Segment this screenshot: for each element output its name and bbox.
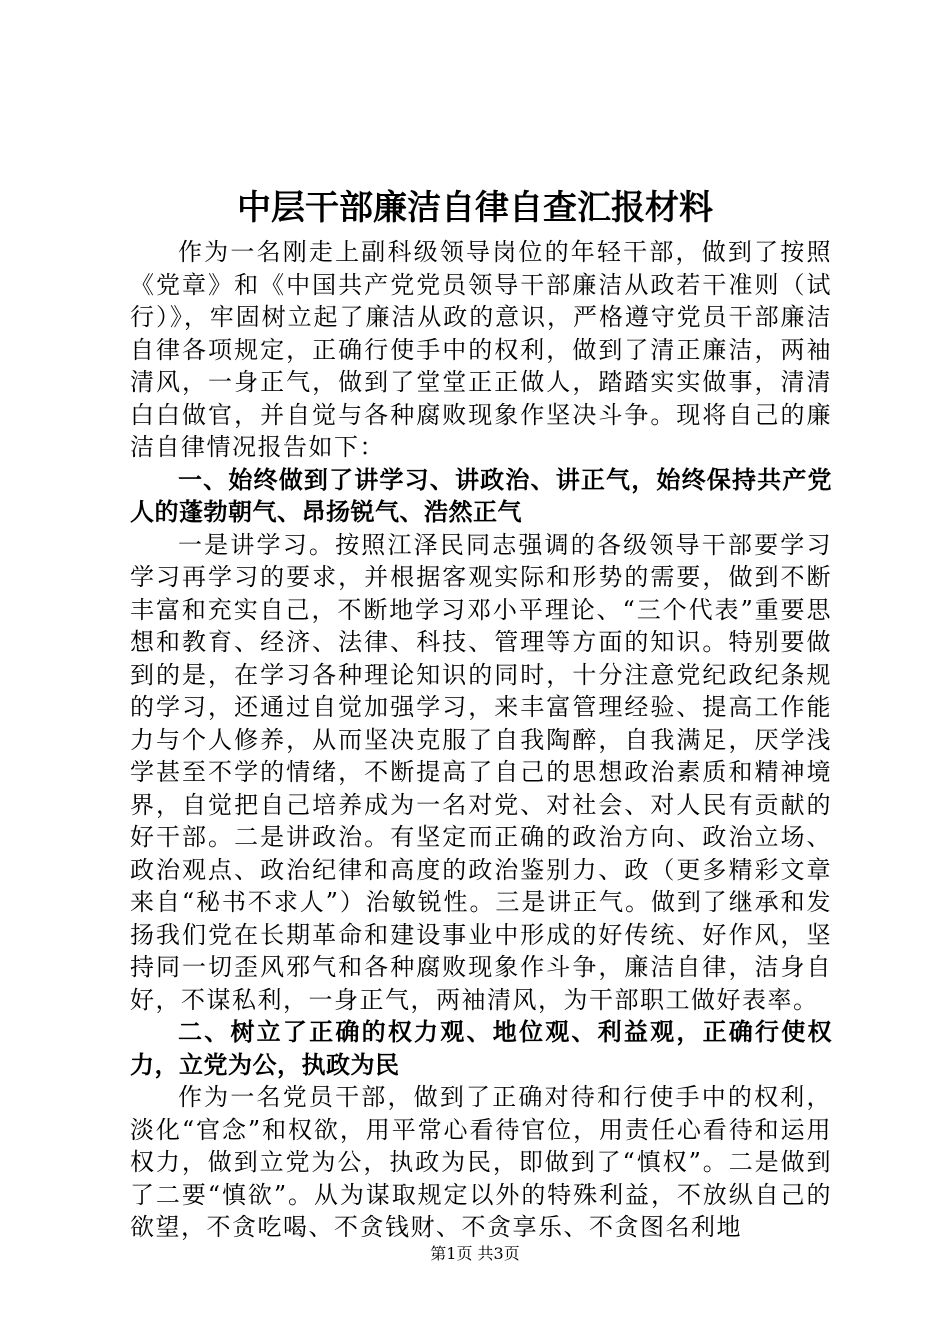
page-number-footer: 第1页 共3页: [430, 1244, 520, 1263]
section-2-paragraph: 作为一名党员干部，做到了正确对待和行使手中的权利，淡化“官念”和权欲，用平常心看待官位，用责任心看待和运用权力，做到立党为公，执政为民，即做到了“慎权”。二是做到了二要“慎欲”。从为谋取规定以外的特殊利益，不放纵自己的欲望，不贪吃喝、不贪钱财、不贪享乐、不贪图名利地: [130, 1083, 832, 1241]
section-heading-1: 一、始终做到了讲学习、讲政治、讲正气，始终保持共产党人的蓬勃朝气、昂扬锐气、浩然正气: [130, 465, 832, 526]
section-heading-2: 二、树立了正确的权力观、地位观、利益观，正确行使权力，立党为公，执政为民: [130, 1018, 832, 1079]
document-body: [130, 236, 832, 1244]
document-title: 中层干部廉洁自律自查汇报材料: [237, 188, 713, 228]
section-1-paragraph: 一是讲学习。按照江泽民同志强调的各级领导干部要学习学习再学习的要求，并根据客观实际和形势的需要，做到不断丰富和充实自己，不断地学习邓小平理论、“三个代表”重要思想和教育、经济、法律、科技、管理等方面的知识。特别要做到的是，在学习各种理论知识的同时，十分注意党纪政纪条规的学习，还通过自觉加强学习，来丰富管理经验、提高工作能力与个人修养，从而坚决克服了自我陶醉，自我满足，厌学浅学甚至不学的情绪，不断提高了自己的思想政治素质和精神境界，自觉把自己培养成为一名对党、对社会、对人民有贡献的好干部。二是讲政治。有坚定而正确的政治方向、政治立场、政治观点、政治纪律和高度的政治鉴别力、政（更多精彩文章来自“秘书不求人”）治敏锐性。三是讲正气。做到了继承和发扬我们党在长期革命和建设事业中形成的好传统、好作风，坚持同一切歪风邪气和各种腐败现象作斗争，廉洁自律，洁身自好，不谋私利，一身正气，两袖清风，为干部职工做好表率。: [130, 530, 832, 1014]
intro-paragraph: 作为一名刚走上副科级领导岗位的年轻干部，做到了按照《党章》和《中国共产党党员领导干部廉洁从政若干准则（试行）》，牢固树立起了廉洁从政的意识，严格遵守党员干部廉洁自律各项规定，正确行使手中的权利，做到了清正廉洁，两袖清风，一身正气，做到了堂堂正正做人，踏踏实实做事，清清白白做官，并自觉与各种腐败现象作坚决斗争。现将自己的廉洁自律情况报告如下：: [130, 238, 832, 461]
